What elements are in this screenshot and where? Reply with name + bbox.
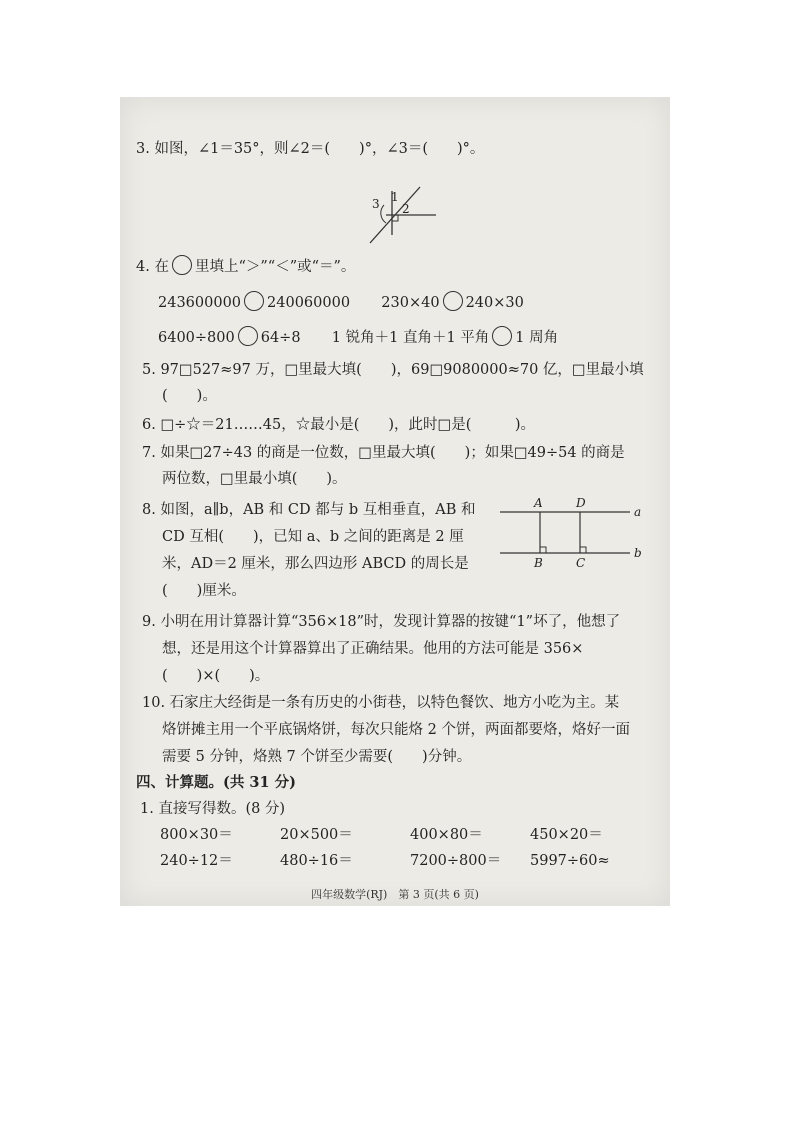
point-label-A: A [534,496,543,510]
question-10-line-1: 10. 石家庄大经街是一条有历史的小街巷，以特色餐饮、地方小吃为主。某 [142,695,620,711]
compare-left: 243600000 [158,295,242,311]
question-7-line-1: 7. 如果□27÷43 的商是一位数，□里最大填( )；如果□49÷54 的商是 [142,445,625,461]
calc-item: 480÷16＝ [280,853,353,869]
question-7-line-2: 两位数，□里最小填( )。 [162,471,347,487]
point-label-C: C [576,556,586,570]
exam-page [120,97,670,906]
question-4 [136,255,355,277]
question-8-line-4: ( )厘米。 [162,583,246,599]
compare-row-1 [158,291,524,313]
calc-item: 800×30＝ [160,827,233,843]
answer-circle[interactable] [492,326,512,346]
calc-item: 450×20＝ [530,827,603,843]
answer-circle[interactable] [172,255,192,275]
parallel-lines-figure [496,495,646,573]
point-label-D: D [576,496,586,510]
answer-circle[interactable] [244,291,264,311]
compare-left: 230×40 [381,295,440,311]
point-label-B: B [534,556,543,570]
section-4-title: 四、计算题。(共 31 分) [136,774,296,791]
angle-figure [360,185,450,247]
question-10-line-3: 需要 5 分钟，烙熟 7 个饼至少需要( )分钟。 [162,749,472,765]
angle-label-1: 1 [391,190,399,204]
compare-row-2 [158,326,558,348]
compare-right: 1 周角 [515,330,559,346]
compare-left: 1 锐角＋1 直角＋1 平角 [331,330,490,346]
question-4-prefix: 4. 在 [136,259,169,275]
calc-item: 400×80＝ [410,827,483,843]
page-footer: 四年级数学(RJ) 第 3 页(共 6 页) [311,888,479,901]
answer-circle[interactable] [443,291,463,311]
question-9-line-1: 9. 小明在用计算器计算“356×18”时，发现计算器的按键“1”坏了，他想了 [142,614,621,630]
compare-right: 240×30 [465,295,524,311]
calc-item: 240÷12＝ [160,853,233,869]
calc-item: 7200÷800＝ [410,853,502,869]
calc-item: 20×500＝ [280,827,353,843]
compare-right: 240060000 [267,295,351,311]
compare-left: 6400÷800 [158,330,235,346]
question-8-line-2: CD 互相( )，已知 a、b 之间的距离是 2 厘 [162,529,464,545]
section-4-sub-1: 1. 直接写得数。(8 分) [140,801,286,817]
question-8-line-3: 米，AD＝2 厘米，那么四边形 ABCD 的周长是 [162,556,469,572]
answer-circle[interactable] [238,326,258,346]
question-6: 6. □÷☆＝21……45，☆最小是( )，此时□是( )。 [142,417,536,433]
line-label-a: a [634,505,642,519]
question-10-line-2: 烙饼摊主用一个平底锅烙饼，每次只能烙 2 个饼，两面都要烙，烙好一面 [162,722,630,738]
compare-right: 64÷8 [260,330,301,346]
question-3: 3. 如图，∠1＝35°，则∠2＝( )°，∠3＝( )°。 [136,141,485,157]
question-8-line-1: 8. 如图，a∥b，AB 和 CD 都与 b 互相垂直，AB 和 [142,502,476,518]
line-label-b: b [634,546,642,560]
calc-item: 5997÷60≈ [530,853,610,869]
question-9-line-2: 想，还是用这个计算器算出了正确结果。他用的方法可能是 356× [162,641,584,657]
question-5-line-1: 5. 97□527≈97 万，□里最大填( )，69□9080000≈70 亿，□里最小填 [142,362,644,378]
angle-label-3: 3 [372,197,380,211]
question-4-suffix: 里填上“＞”“＜”或“＝”。 [194,259,356,275]
angle-label-2: 2 [402,202,410,216]
question-5-line-2: ( )。 [162,388,217,404]
question-9-line-3: ( )×( )。 [162,668,270,684]
